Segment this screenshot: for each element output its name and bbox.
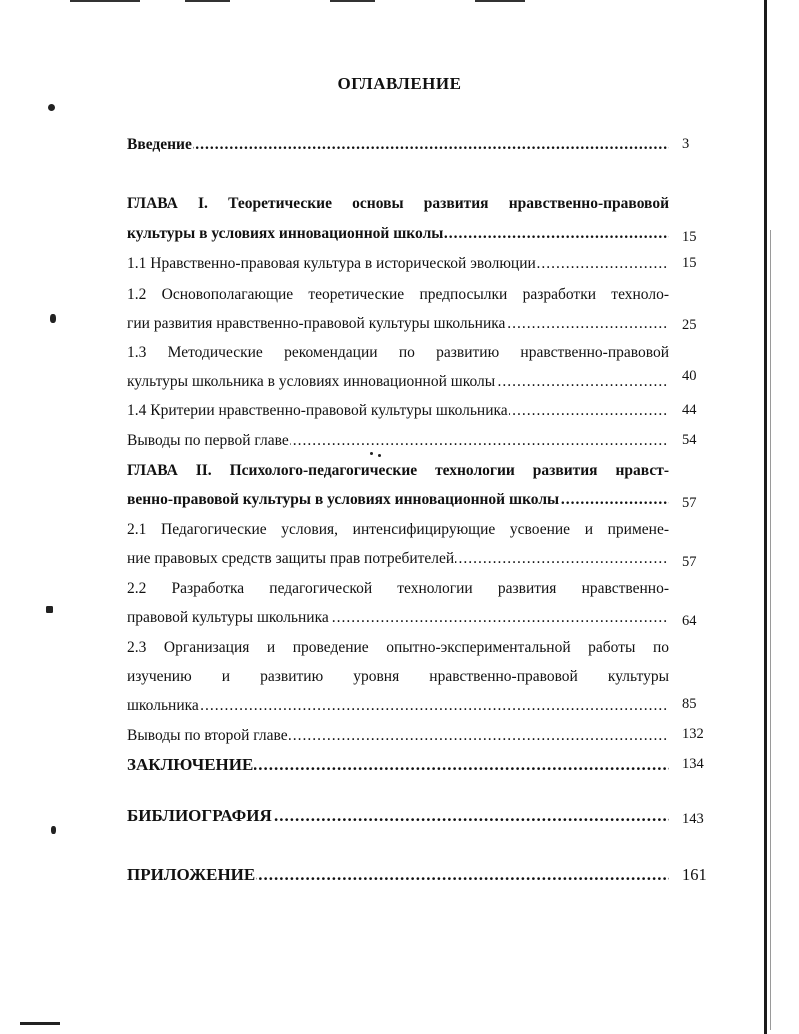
scan-edge [770,230,771,1030]
toc-entry [127,724,669,748]
scan-artifact [475,0,525,2]
toc-page-number: 57 [682,495,697,511]
toc-entry-text: Выводы по второй главе [127,727,288,744]
scan-artifact [48,104,55,111]
toc-entry: 2.1 Педагогические условия, интенсифицирующие усвоение и примене- [127,521,669,538]
toc-page-number: 64 [682,613,697,629]
toc-entry-text: правовой культуры школьника [127,609,329,626]
toc-entry-text: 1.1 Нравственно-правовая культура в исторической эволюции [127,255,536,272]
scan-edge [764,0,767,1034]
toc-entry: изучению и развитию уровня нравственно-правовой культуры [127,668,669,685]
toc-entry: 1.2 Основополагающие теоретические предпосылки разработки техноло- [127,286,669,303]
toc-entry-text: гии развития нравственно-правовой культуры школьника [127,315,506,332]
toc-entry-text: венно-правовой культуры в условиях инновационной школы [127,491,560,508]
toc-page-number: 57 [682,554,697,570]
toc-page-number: 54 [682,432,697,448]
toc-entry [127,694,669,718]
toc-entry [127,606,669,630]
toc-entry: 2.2 Разработка педагогической технологии развития нравственно- [127,580,669,597]
toc-chapter-title: ГЛАВА II. Психолого-педагогические технологии развития нравст- [127,462,669,479]
page-title: ОГЛАВЛЕНИЕ [337,74,462,93]
toc-chapter-title: ГЛАВА I. Теоретические основы развития нравственно-правовой [127,195,669,212]
toc-entry-text: культуры школьника в условиях инновационной школы [127,373,496,390]
toc-entry-text: ние правовых средств защиты прав потребителей [127,550,455,567]
toc-entry [127,312,669,336]
toc-page-number: 3 [682,136,690,152]
toc-page-number: 85 [682,696,697,712]
toc-entry-text: 1.4 Критерии нравственно-правовой культуры школьника [127,402,508,419]
toc-entry [127,370,669,394]
toc-page-number: 15 [682,229,697,245]
scan-artifact [20,1022,60,1025]
scan-artifact [330,0,375,2]
scan-artifact [50,314,56,323]
toc-page-number: 132 [682,726,704,742]
toc-entry: 2.3 Организация и проведение опытно-экспериментальной работы по [127,639,669,656]
toc-entry-text: ЗАКЛЮЧЕНИЕ [127,755,254,774]
toc-entry-text: Выводы по первой главе [127,432,289,449]
toc-entry [127,429,669,453]
toc-entry [127,133,669,157]
scan-artifact [51,826,56,834]
toc-entry [127,399,669,423]
toc-entry-text: Введение [127,136,192,153]
scan-artifact [378,454,381,457]
toc-page-number: 40 [682,368,697,384]
toc-entry-text: культуры в условиях инновационной школы [127,225,444,242]
scan-artifact [185,0,230,2]
toc-entry [127,547,669,571]
toc-entry-text: школьника [127,697,199,714]
toc-entry-text: БИБЛИОГРАФИЯ [127,806,272,825]
toc-page-number: 143 [682,811,704,827]
toc-entry-text: ПРИЛОЖЕНИЕ [127,865,256,884]
toc-entry [127,863,669,887]
scan-artifact [70,0,140,2]
toc-page-number: 44 [682,402,697,418]
toc-page-number: 161 [682,865,707,884]
toc-entry [127,804,669,828]
toc-entry [127,753,669,777]
toc-chapter-title [127,488,669,512]
toc-page-number: 25 [682,317,697,333]
toc-chapter-title [127,222,669,246]
scan-artifact [46,606,53,613]
toc-entry: 1.3 Методические рекомендации по развитию нравственно-правовой [127,344,669,361]
toc-page-number: 15 [682,255,697,271]
toc-page-number: 134 [682,756,704,772]
toc-entry [127,252,669,276]
